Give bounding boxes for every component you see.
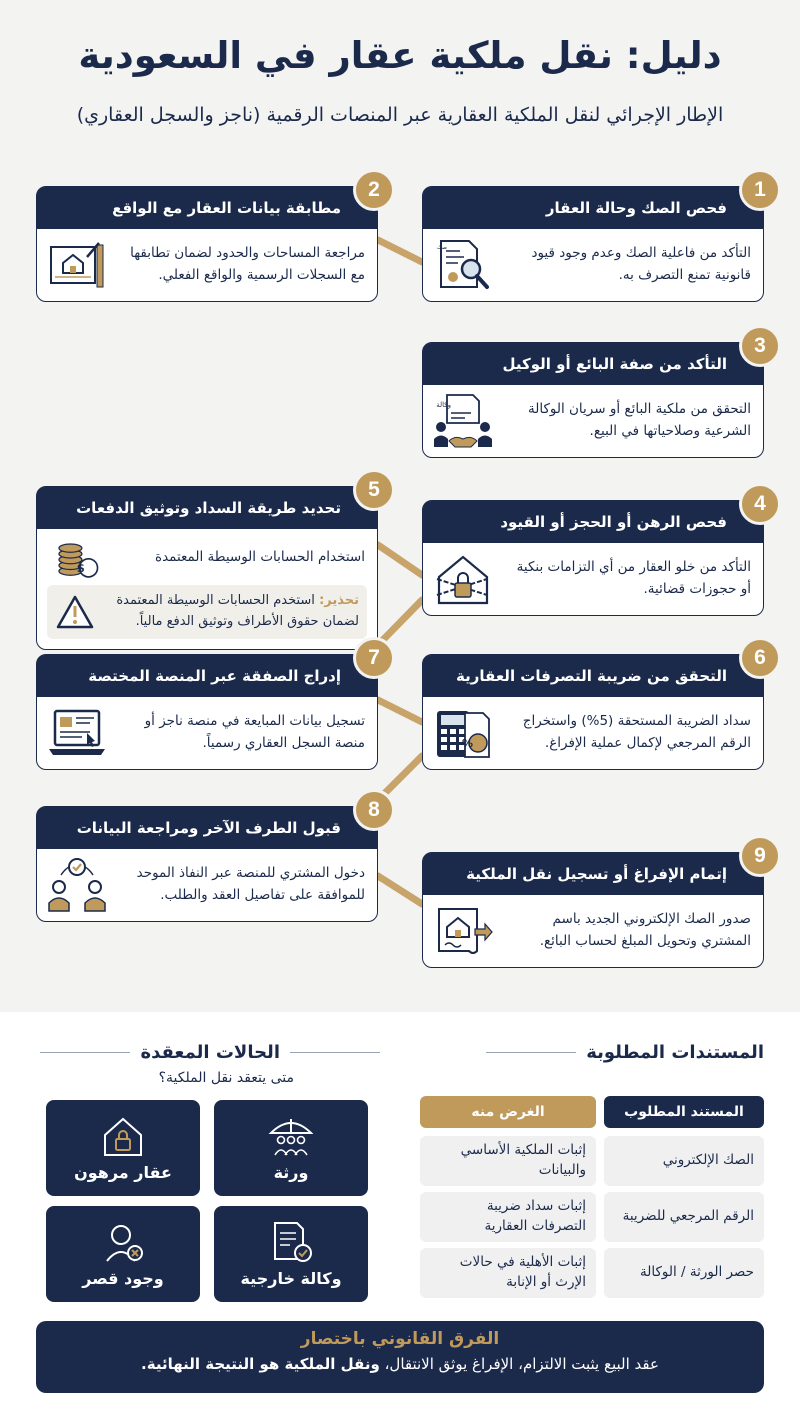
step-number-badge: 1 <box>739 169 781 211</box>
case-card-minors <box>46 1206 200 1302</box>
summary-text: عقد البيع يثبت الالتزام، الإفراغ يوثق الانتقال، ونقل الملكية هو النتيجة النهائية. <box>141 1355 659 1373</box>
table-header-purpose: الغرض منه <box>420 1096 596 1128</box>
document-check-icon <box>267 1221 315 1263</box>
case-label: ورثة <box>273 1162 309 1182</box>
house-lock-icon <box>99 1115 147 1157</box>
step-card-8 <box>36 798 380 922</box>
table-cell-document: الصك الإلكتروني <box>604 1136 764 1186</box>
table-cell-purpose: إثبات الملكية الأساسي والبيانات <box>420 1136 596 1186</box>
table-cell-purpose: إثبات الأهلية في حالات الإرث أو الإنابة <box>420 1248 596 1298</box>
step-card-7 <box>36 646 380 770</box>
warning-label: تحذير: <box>319 593 359 608</box>
cases-section-title: الحالات المعقدة <box>40 1042 380 1063</box>
step-description: استخدام الحسابات الوسيطة المعتمدة <box>155 549 365 566</box>
documents-section-title: المستندات المطلوبة <box>486 1042 764 1063</box>
summary-title: الفرق القانوني باختصار <box>300 1329 500 1349</box>
step-number-badge: 3 <box>739 325 781 367</box>
chained-house-icon <box>433 551 493 607</box>
svg-text:%: % <box>461 737 473 750</box>
certificate-transfer-icon <box>433 903 493 959</box>
step-card-5 <box>36 478 380 650</box>
step-description: التأكد من خلو العقار من أي التزامات بنكية أو حجوزات قضائية. <box>516 559 751 597</box>
step-number-badge: 4 <box>739 483 781 525</box>
step-description: سداد الضريبة المستحقة (5%) واستخراج الرقم المرجعي لإكمال عملية الإفراغ. <box>522 713 751 751</box>
legal-summary-banner <box>36 1321 764 1393</box>
step-description: مراجعة المساحات والحدود لضمان تطابقها مع السجلات الرسمية والواقع الفعلي. <box>130 245 365 283</box>
table-cell-purpose: إثبات سداد ضريبة التصرفات العقارية <box>420 1192 596 1242</box>
step-title: مطابقة بيانات العقار مع الواقع <box>37 187 377 229</box>
table-cell-document: الرقم المرجعي للضريبة <box>604 1192 764 1242</box>
calculator-percent-icon <box>433 705 493 761</box>
step-title: إدراج الصفقة عبر المنصة المختصة <box>37 655 377 697</box>
step-description: دخول المشتري للمنصة عبر النفاذ الموحد للموافقة على تفاصيل العقد والطلب. <box>136 865 365 903</box>
case-card-mortgaged <box>46 1100 200 1196</box>
step-title: تحديد طريقة السداد وتوثيق الدفعات <box>37 487 377 529</box>
step-title: إتمام الإفراغ أو تسجيل نقل الملكية <box>423 853 763 895</box>
step-number-badge: 5 <box>353 469 395 511</box>
step-card-3 <box>422 334 766 458</box>
step-title: التأكد من صفة البائع أو الوكيل <box>423 343 763 385</box>
blueprint-icon <box>47 237 107 293</box>
step-title: فحص الرهن أو الحجز أو القيود <box>423 501 763 543</box>
warning-text: استخدم الحسابات الوسيطة المعتمدة لضمان حقوق الأطراف وتوثيق الدفع مالياً. <box>116 593 359 629</box>
svg-text:$: $ <box>76 560 85 575</box>
step-title: فحص الصك وحالة العقار <box>423 187 763 229</box>
agency-document-label: وكالة <box>436 401 451 409</box>
table-header-document: المستند المطلوب <box>604 1096 764 1128</box>
page-title: دليل: نقل ملكية عقار في السعودية <box>78 34 722 77</box>
svg-text:صك: صك <box>436 244 447 251</box>
page-subtitle: الإطار الإجرائي لنقل الملكية العقارية عبر المنصات الرقمية (ناجز والسجل العقاري) <box>76 104 724 126</box>
step-number-badge: 6 <box>739 637 781 679</box>
coins-icon <box>47 535 107 581</box>
deed-magnifier-icon <box>433 237 493 293</box>
step-description: التحقق من ملكية البائع أو سريان الوكالة الشرعية وصلاحياتها في البيع. <box>527 401 751 439</box>
umbrella-family-icon <box>267 1115 315 1157</box>
step-description: صدور الصك الإلكتروني الجديد باسم المشتري وتحويل المبلغ لحساب البائع. <box>539 911 751 949</box>
warning-triangle-icon <box>55 594 95 630</box>
step-number-badge: 8 <box>353 789 395 831</box>
child-restricted-icon <box>99 1221 147 1263</box>
case-label: عقار مرهون <box>74 1162 172 1182</box>
step-card-6 <box>422 646 766 770</box>
case-card-heirs <box>214 1100 368 1196</box>
case-label: وجود قصر <box>82 1268 164 1288</box>
step-card-4 <box>422 492 766 616</box>
step-title: التحقق من ضريبة التصرفات العقارية <box>423 655 763 697</box>
step-number-badge: 2 <box>353 169 395 211</box>
step-description: تسجيل بيانات المبايعة في منصة ناجز أو منصة السجل العقاري رسمياً. <box>144 713 365 751</box>
warning-box <box>47 585 367 639</box>
step-number-badge: 7 <box>353 637 395 679</box>
laptop-icon <box>47 705 107 761</box>
case-card-foreign-agency <box>214 1206 368 1302</box>
step-card-1 <box>422 178 766 302</box>
step-title: قبول الطرف الآخر ومراجعة البيانات <box>37 807 377 849</box>
two-users-check-icon <box>47 857 107 913</box>
cases-subtitle: متى يتعقد نقل الملكية؟ <box>158 1070 294 1086</box>
case-label: وكالة خارجية <box>240 1268 342 1288</box>
step-card-2 <box>36 178 380 302</box>
step-card-9 <box>422 844 766 968</box>
step-number-badge: 9 <box>739 835 781 877</box>
step-description: التأكد من فاعلية الصك وعدم وجود قيود قانونية تمنع التصرف به. <box>531 245 751 283</box>
agency-handshake-icon <box>433 393 493 449</box>
table-cell-document: حصر الورثة / الوكالة <box>604 1248 764 1298</box>
